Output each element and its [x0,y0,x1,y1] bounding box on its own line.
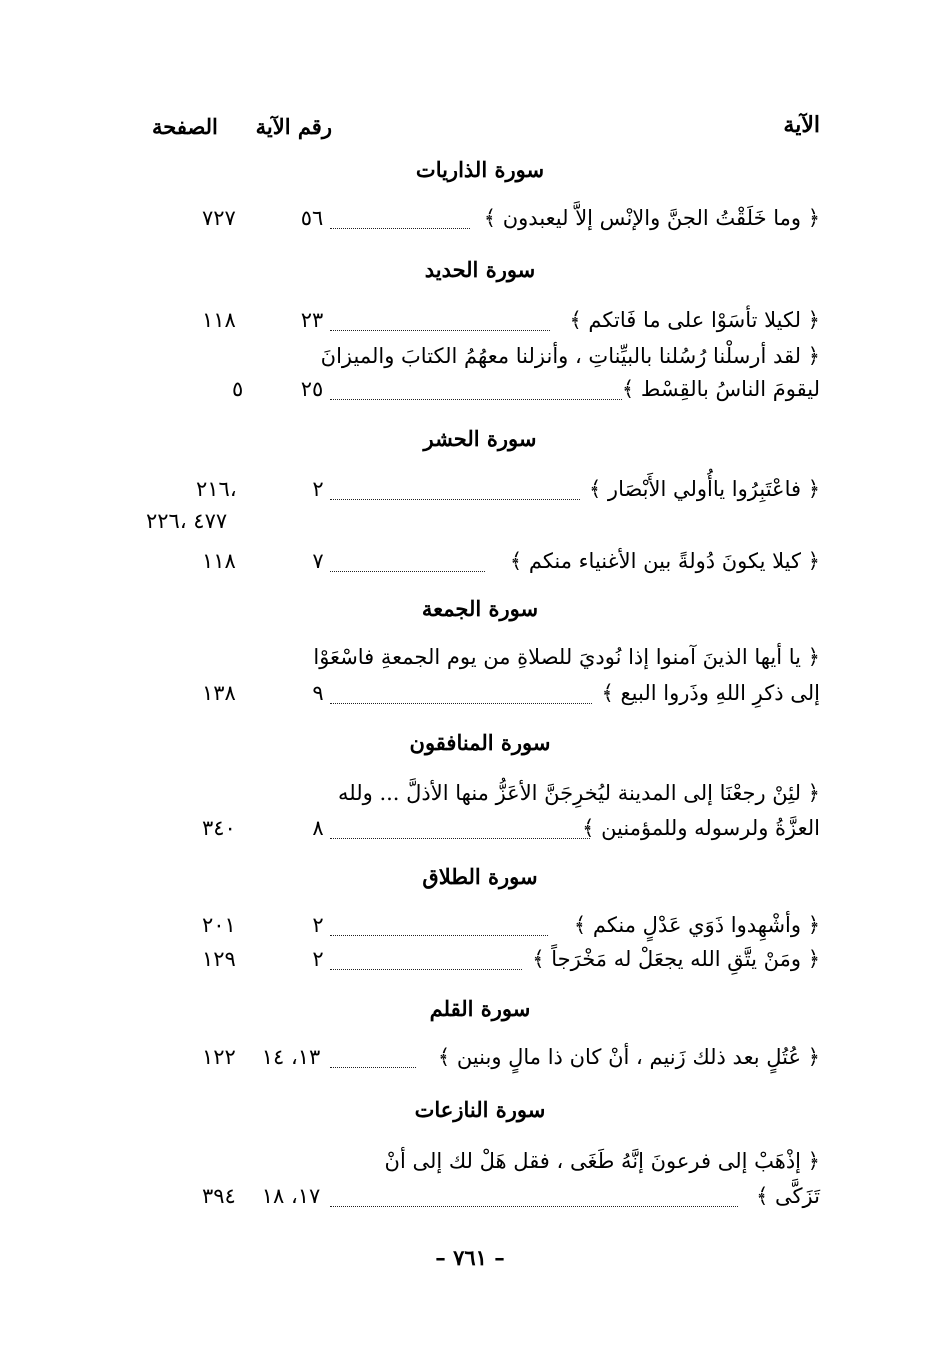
sura-title: سورة الذاريات [415,157,545,182]
aya-number: ٧ [312,549,324,573]
aya-text: ﴿ وما خَلَقْتُ الجنَّ والإنْس إلاَّ ليعبدون ﴾ [483,206,820,230]
aya-text: ﴿ عُتُلٍ بعد ذلك زَنيم ، أنْ كان ذا مالٍ وبنين ﴾ [437,1045,820,1069]
aya-text: ﴿ إذْهَبْ إلى فرعونَ إنَّهُ طَغَى ، فقل هَلْ لك إلى أنْ [384,1149,820,1173]
page-number: ،٢١٦ [196,477,237,501]
page-number: ٧٢٧ [202,206,236,230]
aya-text: إلى ذكرِ اللهِ وذَروا البيع ﴾ [601,681,820,705]
aya-text: ﴿ يا أيها الذينَ آمنوا إذا نُوديَ للصلاةِ من يوم الجمعةِ فاسْعَوْا [313,645,820,669]
aya-text: ﴿ كيلا يكونَ دُولةً بين الأغنياء منكم ﴾ [509,549,820,573]
aya-number: ٢ [312,913,324,937]
aya-number: ١٧، ١٨ [261,1184,321,1208]
page-number: ١٢٩ [202,947,236,971]
aya-number: ٢٥ [300,377,324,401]
header-aya: الآية [783,112,820,138]
aya-text: ﴿ لقد أرسلْنا رُسُلنا بالبيِّناتِ ، وأنزلنا معهُمُ الكتابَ والميزانَ [320,344,820,368]
aya-text: ﴿ ومَنْ يتَّقِ الله يجعَلْ له مَخْرَجاً ﴾ [532,947,820,971]
page-number: ٢٠١ [202,913,236,937]
aya-text: ﴿ لئِنْ رجعْنَا إلى المدينة ليُخرِجَنَّ الأعَزُّ منها الأذلَّ ... ولله [338,781,820,805]
aya-number: ٨ [312,816,324,840]
aya-number: ٢ [312,947,324,971]
aya-number: ٢٣ [300,308,324,332]
aya-number: ٢ [312,477,324,501]
leader-dots [330,330,550,331]
aya-text: ﴿ فاعْتَبِرُوا ياأُولي الأَبْصَار ﴾ [588,477,820,501]
aya-text: ﴿ وأشْهِدوا ذَوَي عَدْلٍ منكم ﴾ [573,913,820,937]
header-aya-number: رقم الآية [255,114,332,139]
aya-text: ﴿ لكيلا تأسَوْا على ما فَاتكم ﴾ [569,308,820,332]
page-number: ١٣٨ [202,681,236,705]
page-number: ٤٧٧ ،٢٢٦ [146,509,228,533]
leader-dots [330,969,522,970]
sura-title: سورة الطلاق [422,864,538,889]
leader-dots [330,228,470,229]
page-number: ٣٩٤ [202,1184,236,1208]
header-page: الصفحة [152,114,218,139]
page-number: ٥ [232,377,244,401]
leader-dots [330,1206,738,1207]
aya-number: ٥٦ [300,206,324,230]
leader-dots [330,838,590,839]
leader-dots [330,499,580,500]
aya-text: ليقومَ الناسُ بالقِسْط ﴾ [621,377,820,401]
leader-dots [330,935,548,936]
sura-title: سورة الحشر [423,426,537,451]
sura-title: سورة القلم [429,996,531,1021]
aya-text: تَزَكَّى ﴾ [756,1184,820,1208]
aya-number: ٩ [312,681,324,705]
sura-title: سورة النازعات [414,1097,546,1122]
page-number: ١٢٢ [202,1045,236,1069]
sura-title: سورة المنافقون [409,730,551,755]
sura-title: سورة الحديد [424,257,536,282]
folio-page-number: – ٧٦١ – [435,1245,505,1270]
leader-dots [330,571,485,572]
aya-number: ١٣، ١٤ [261,1045,321,1069]
leader-dots [330,399,622,400]
leader-dots [330,1067,416,1068]
page-number: ٣٤٠ [202,816,236,840]
leader-dots [330,703,592,704]
page-number: ١١٨ [202,308,236,332]
sura-title: سورة الجمعة [421,596,539,621]
page-number: ١١٨ [202,549,236,573]
aya-text: العزَّةُ ولرسوله وللمؤمنين ﴾ [582,816,820,840]
